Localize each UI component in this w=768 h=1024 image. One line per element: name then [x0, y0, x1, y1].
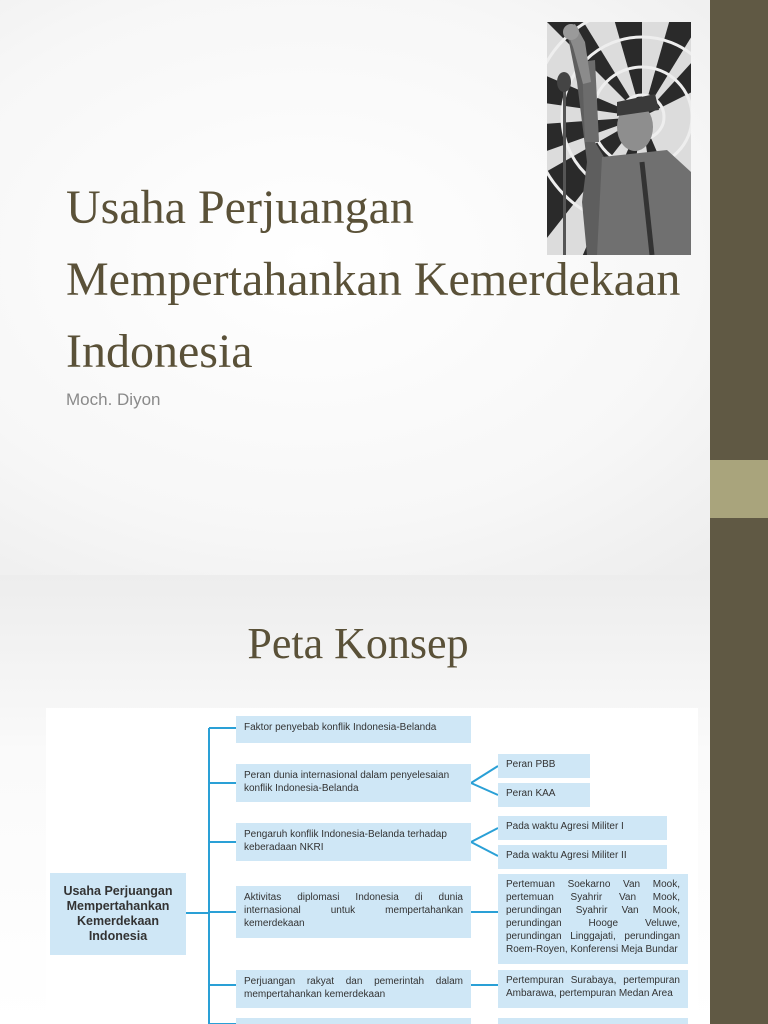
- concept-branch: Perjuangan rakyat dan pemerintah dalam mempertahankan kemerdekaan: [236, 970, 471, 1008]
- concept-branch-partial: [236, 1018, 471, 1024]
- concept-map: [46, 708, 698, 1024]
- side-rail: [710, 575, 768, 1024]
- slide-title: Peta Konsep: [247, 619, 469, 668]
- concept-leaf: Peran KAA: [498, 783, 590, 807]
- concept-root: Usaha Perjuangan Mempertahankan Kemerdekaan Indonesia: [50, 873, 186, 955]
- concept-leaf-partial: [498, 1018, 688, 1024]
- concept-branch: Aktivitas diplomasi Indonesia di dunia internasional untuk mempertahankan kemerdekaan: [236, 886, 471, 938]
- concept-branch: Pengaruh konflik Indonesia-Belanda terhadap keberadaan NKRI: [236, 823, 471, 861]
- concept-leaf: Pertemuan Soekarno Van Mook, pertemuan Syahrir Van Mook, perundingan Syahrir Van Mook, perundingan Hooge Veluwe, perundingan Linggajati, perundingan Roem-Royen, Konferensi Meja Bundar: [498, 874, 688, 964]
- concept-leaf: Pertempuran Surabaya, pertempuran Ambarawa, pertempuran Medan Area: [498, 970, 688, 1008]
- concept-branch: Faktor penyebab konflik Indonesia-Belanda: [236, 716, 471, 743]
- concept-leaf: Pada waktu Agresi Militer I: [498, 816, 667, 840]
- author-name: Moch. Diyon: [66, 390, 161, 409]
- slide-title: Usaha Perjuangan Mempertahankan Kemerdekaan Indonesia: [66, 181, 681, 378]
- concept-map-slide: [0, 575, 768, 1024]
- concept-leaf: Peran PBB: [498, 754, 590, 778]
- concept-branch: Peran dunia internasional dalam penyelesaian konflik Indonesia-Belanda: [236, 764, 471, 802]
- concept-leaf: Pada waktu Agresi Militer II: [498, 845, 667, 869]
- side-rail-accent: [710, 460, 768, 518]
